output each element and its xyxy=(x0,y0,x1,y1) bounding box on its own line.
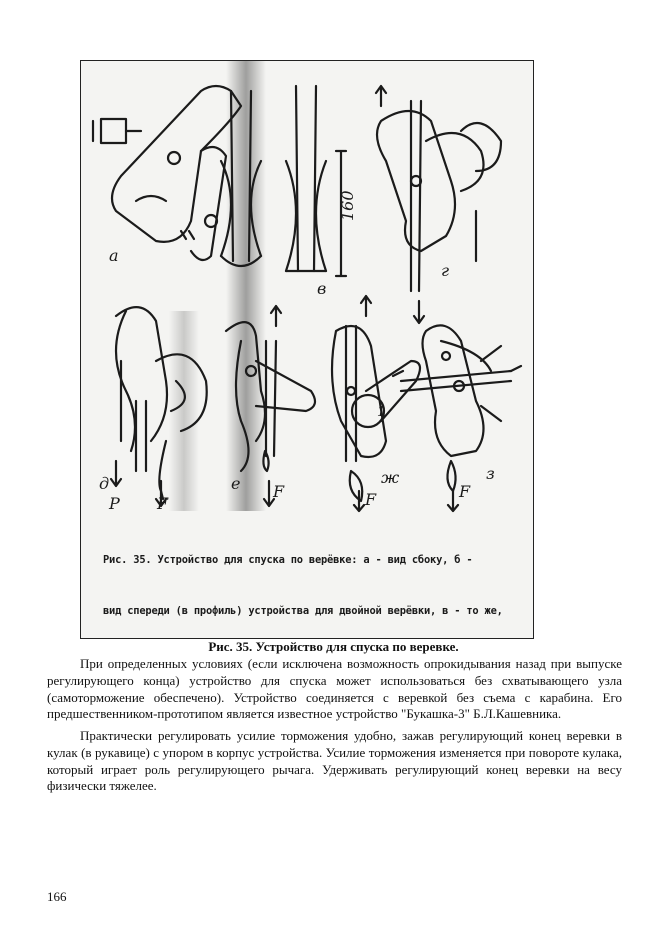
panel-label-e: е xyxy=(231,474,241,493)
force-label-f1: F xyxy=(157,494,169,513)
scanned-figure-caption xyxy=(103,517,523,639)
panel-z-horizontal xyxy=(393,325,521,511)
body-paragraph-1: При определенных условиях (если исключена возможность опрокидывания назад при выпуске регулирующего конца) устройство для спуска может использоваться без схватывающего узла (самоторможение обеспечено). Устройство соединяется с веревкой без съема с карабина. Его предшественником-прототипом является известное устройство "Букашка-3" Б.Л.Кашевника. xyxy=(47,656,622,722)
force-label-p: P xyxy=(109,494,120,513)
panel-a-side-view xyxy=(93,86,241,260)
dimension-label: 160 xyxy=(338,190,357,221)
figure-caption: Рис. 35. Устройство для спуска по веревке. xyxy=(208,639,459,654)
panel-g-braking xyxy=(376,86,501,323)
force-label-f4: F xyxy=(459,482,471,501)
figure-scan xyxy=(80,60,534,639)
scanned-caption-line: вид спереди (в профиль) устройства для двойной верёвки, в - то же, xyxy=(103,605,503,618)
panel-label-d: д xyxy=(99,474,110,493)
panel-label-zh: ж xyxy=(381,468,400,487)
panel-label-a: а xyxy=(109,246,119,265)
page-number: 166 xyxy=(47,889,67,904)
panel-label-g: г xyxy=(441,261,450,280)
body-paragraph-2: Практически регулировать усилие торможения удобно, зажав регулирующий конец веревки в кулак (в рукавице) с упором в корпус устройства. Усилие торможения изменяется при повороте кулака, который играет роль регулирующего рычага. Удерживать регулирующий конец веревки на весу физически тяжелее. xyxy=(47,728,622,794)
force-label-f3: F xyxy=(365,490,377,509)
panel-zh-pulley xyxy=(332,296,420,511)
scanned-caption-line: Рис. 35. Устройство для спуска по верёвке: а - вид сбоку, б - xyxy=(103,553,473,566)
panel-label-z: з xyxy=(486,464,495,483)
force-label-f2: F xyxy=(273,482,285,501)
insert-number: 1 xyxy=(377,405,386,420)
panel-label-v: в xyxy=(317,279,327,298)
